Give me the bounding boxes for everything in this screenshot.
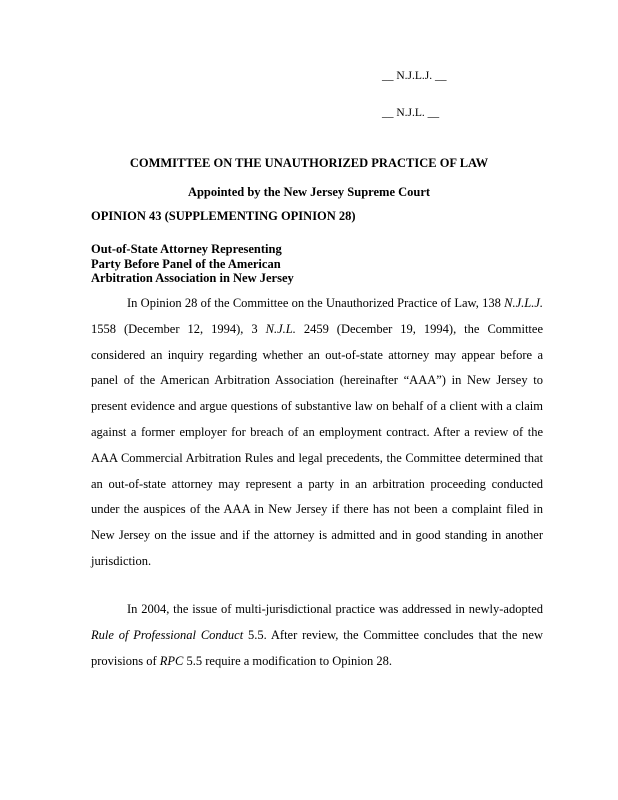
subject-line: Party Before Panel of the American <box>91 256 281 271</box>
rpc-italic: RPC <box>159 653 184 668</box>
subject-line: Arbitration Association in New Jersey <box>91 271 294 285</box>
paragraph-text: 2459 (December 19, 1994), the Committee considered an inquiry regarding whether an out-of-state attorney may appear before a panel of the American Arbitration Association (hereinafter “AAA”) in New Jersey to present evidence and argue questions of substantive law on behalf of a client with a claim against a former employer for breach of an employment contract. After a review of the AAA Commercial Arbitration Rules and legal precedents, the Committee determined that an out-of-state attorney may represent a party in an arbitration proceeding conducted under the auspices of the AAA in New Jersey if there has not been a complaint filed in New Jersey on the issue and if the attorney is admitted and in good standing in another jurisdiction. <box>91 321 543 568</box>
citation-njl: __ N.J.L. __ <box>382 107 440 119</box>
appointed-subheading: Appointed by the New Jersey Supreme Court <box>187 185 431 199</box>
body-paragraph-1 <box>91 291 543 575</box>
paragraph-text: 5.5. After review, the Committee concludes that the new provisions of <box>91 627 543 668</box>
paragraph-text: In Opinion 28 of the Committee on the Unauthorized Practice of Law, 138 <box>127 296 505 310</box>
citation-njlj: __ N.J.L.J. __ <box>382 70 447 82</box>
citation-italic: N.J.L. <box>265 321 296 336</box>
committee-heading: COMMITTEE ON THE UNAUTHORIZED PRACTICE OF LAW <box>129 156 489 170</box>
paragraph-text: In 2004, the issue of multi-jurisdictional practice was addressed in newly-adopted <box>127 602 543 616</box>
body-paragraph-2 <box>91 597 543 674</box>
opinion-number-heading: OPINION 43 (SUPPLEMENTING OPINION 28) <box>91 209 356 223</box>
paragraph-text: 1558 (December 12, 1994), 3 <box>91 321 266 336</box>
rule-name-italic: Rule of Professional Conduct <box>91 627 244 642</box>
citation-italic: N.J.L.J. <box>504 296 543 310</box>
subject-line: Out-of-State Attorney Representing <box>91 242 282 256</box>
subject-heading <box>91 242 294 286</box>
paragraph-text: 5.5 require a modification to Opinion 28. <box>183 653 392 668</box>
